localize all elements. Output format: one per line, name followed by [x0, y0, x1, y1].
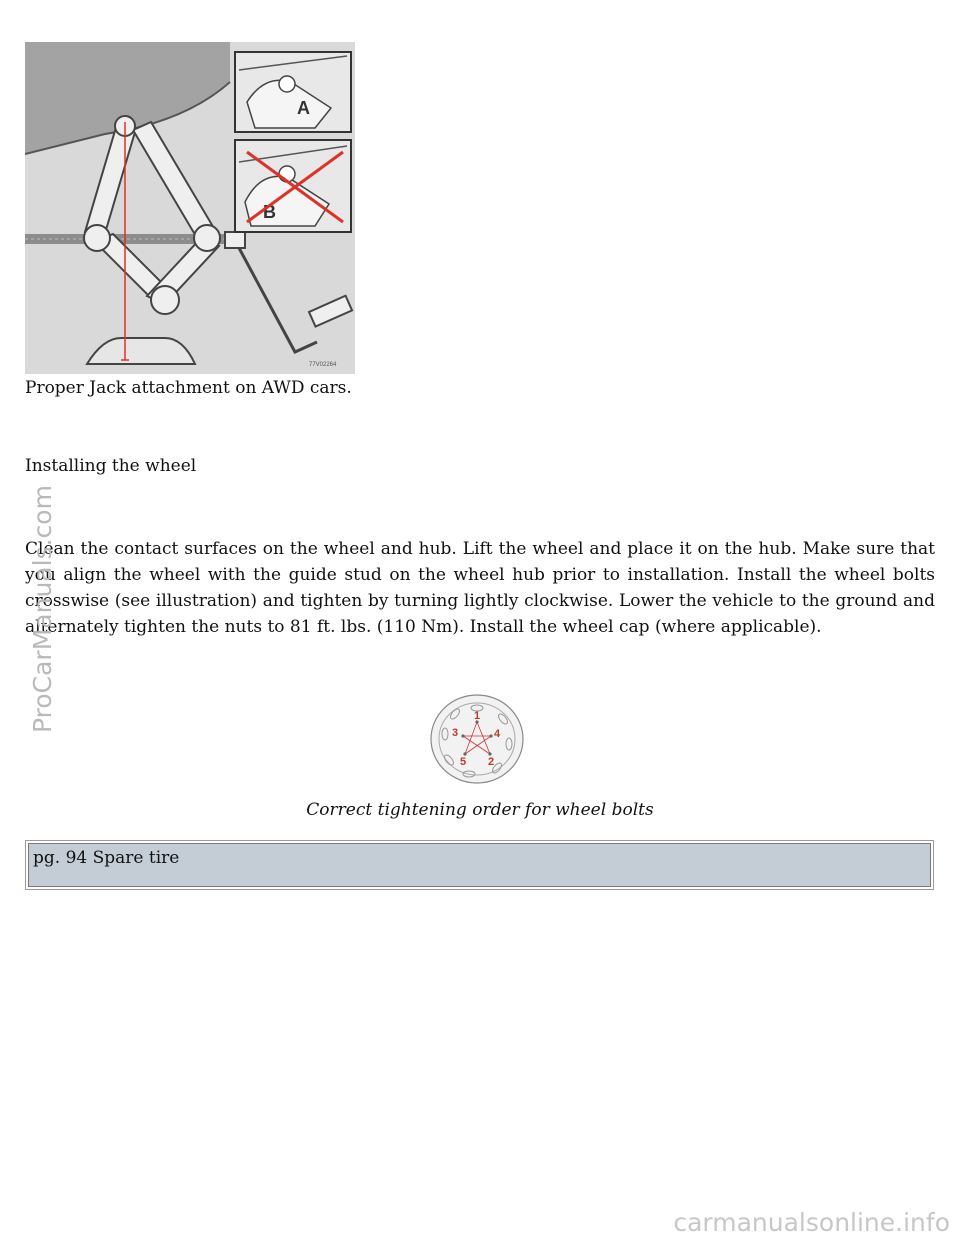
page-footer-label: pg. 94 Spare tire	[28, 843, 931, 887]
side-watermark: ProCarManuals.com	[28, 485, 57, 733]
jack-figure-caption: Proper Jack attachment on AWD cars.	[25, 378, 352, 398]
jack-attachment-illustration	[25, 42, 355, 374]
figure-code: 77V02264	[309, 362, 337, 368]
wheel-figure-caption: Correct tightening order for wheel bolts	[306, 800, 654, 820]
instructions-paragraph: Clean the contact surfaces on the wheel and hub. Lift the wheel and place it on the hub. Make sure that you align the wheel with the guide stud on the wheel hub prior to installation. Install the wheel bolts crosswise (see illustration) and tighten by turning lightly clockwise. Lower the vehicle to the ground and alternately tighten the nuts to 81 ft. lbs. (110 Nm). Install the wheel cap (where applicable).	[25, 539, 935, 637]
bottom-watermark: carmanualsonline.info	[673, 1208, 950, 1237]
bolt-number-5: 5	[460, 756, 467, 768]
wheel-bolt-order-illustration	[427, 692, 527, 786]
section-heading: Installing the wheel	[25, 456, 197, 476]
bolt-number-4: 4	[494, 728, 501, 740]
bolt-number-2: 2	[488, 756, 495, 768]
bolt-number-3: 3	[452, 727, 459, 739]
inset-a-label: A	[297, 98, 310, 118]
inset-b-label: B	[263, 202, 276, 222]
page-footer	[25, 840, 934, 890]
bolt-number-1: 1	[474, 710, 481, 722]
